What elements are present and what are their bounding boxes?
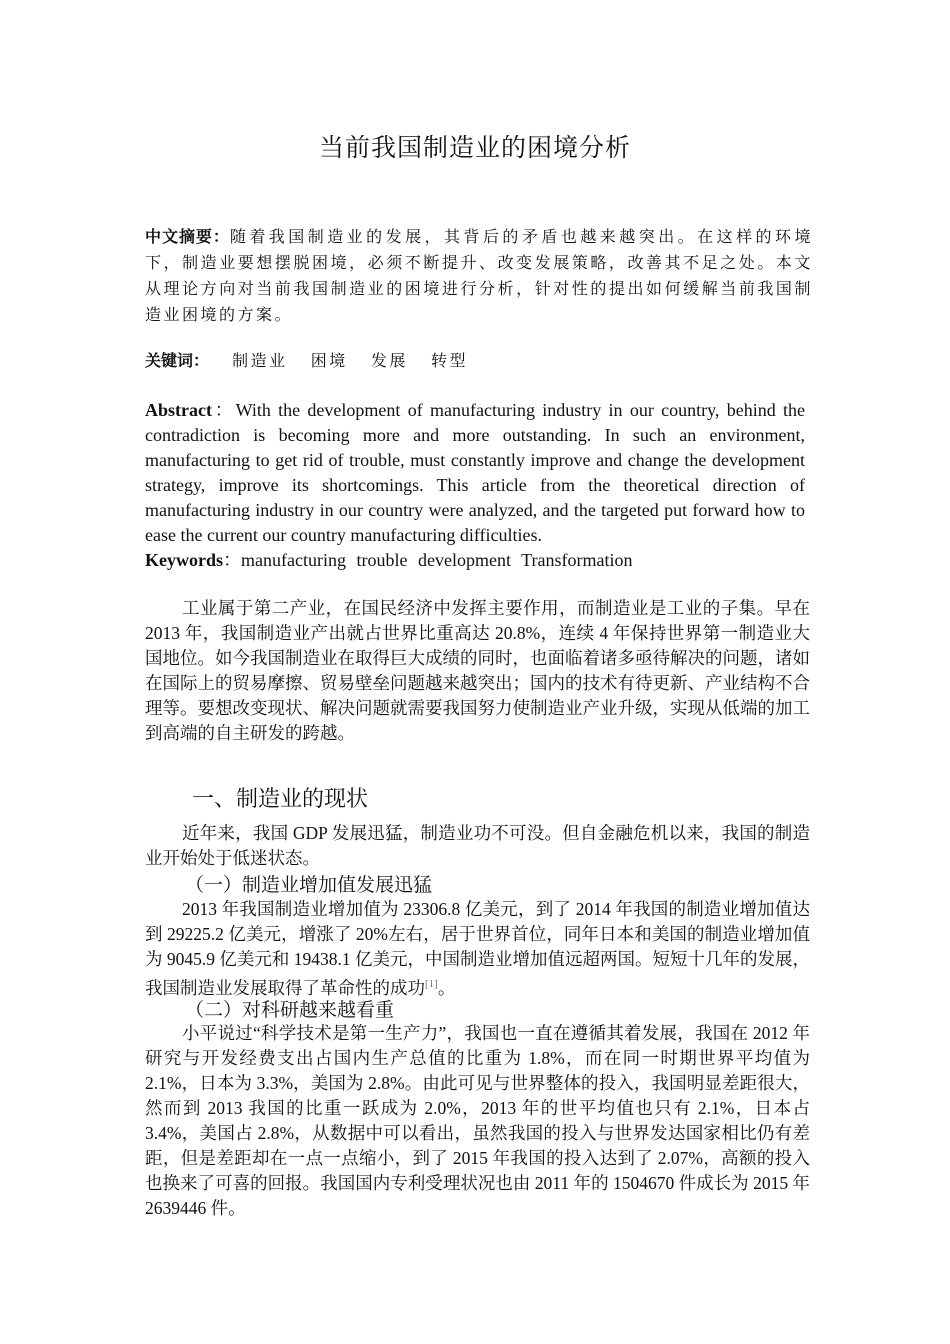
subsection-heading-1: （一）制造业增加值发展迅猛: [185, 875, 433, 896]
chinese-keyword: 发展: [370, 351, 408, 370]
chinese-keyword: 制造业: [232, 351, 288, 370]
chinese-keywords: [145, 348, 813, 374]
english-keywords: [145, 548, 805, 573]
english-keywords-label: Keywords: [145, 550, 223, 570]
intro-paragraph: 工业属于第二产业，在国民经济中发挥主要作用，而制造业是工业的子集。早在 2013 年，我国制造业产出就占世界比重高达 20.8%，连续 4 年保持世界第一制造业大国地位。如今我国制造业在取得巨大成绩的同时，也面临着诸多亟待解决的问题，诸如在国际上的贸易摩擦、贸易壁垒问题越来越突出；国内的技术有待更新、产业结构不合理等。要想改变现状、解决问题就需要我国努力使制造业产业升级，实现从低端的加工到高端的自主研发的跨越。: [145, 598, 810, 743]
subsection-2-paragraph: 小平说过“科学技术是第一生产力”，我国也一直在遵循其着发展，我国在 2012 年研究与开发经费支出占国内生产总值的比重为 1.8%，而在同一时期世界平均值为 2.1%，日本为 3.3%，美国为 2.8%。由此可见与世界整体的投入，我国明显差距很大，然而到 2013 我国的比重一跃成为 2.0%，2013 年的世平均值也只有 2.1%，日本占 3.4%，美国占 2.8%，从数据中可以看出，虽然我国的投入与世界发达国家相比仍有差距，但是差距却在一点一点缩小，到了 2015 年我国的投入达到了 2.07%，高额的投入也换来了可喜的回报。我国国内专利受理状况也由 2011 年的 1504670 件成长为 2015 年 2639446 件。: [145, 1023, 810, 1218]
chinese-abstract-label: 中文摘要：: [145, 227, 230, 246]
english-keyword: trouble: [356, 550, 408, 570]
subsection-1-end: 。: [437, 977, 456, 998]
chinese-keywords-label: 关键词：: [145, 351, 210, 370]
page-title: 当前我国制造业的困境分析: [318, 133, 631, 162]
chinese-keyword: 转型: [430, 351, 468, 370]
chinese-abstract: [145, 224, 813, 328]
chinese-abstract-text: 随着我国制造业的发展，其背后的矛盾也越来越突出。在这样的环境下，制造业要想摆脱困境，必须不断提升、改变发展策略，改善其不足之处。本文从理论方向对当前我国制造业的困境进行分析，针对性的提出如何缓解当前我国制造业困境的方案。: [145, 227, 813, 324]
citation-link[interactable]: [1]: [425, 978, 438, 990]
english-keywords-sep: ：: [223, 550, 241, 570]
subsection-1-text: 2013 年我国制造业增加值为 23306.8 亿美元，到了 2014 年我国的制造业增加值达到 29225.2 亿美元，增涨了 20%左右，居于世界首位，同年日本和美国的制造业增加值为 9045.9 亿美元和 19438.1 亿美元，中国制造业增加值远超两国。短短十几年的发展，我国制造业发展取得了革命性的成功: [145, 899, 810, 998]
section-heading-1: 一、制造业的现状: [192, 786, 369, 811]
chinese-keyword: 困境: [310, 351, 348, 370]
english-keyword: Transformation: [521, 550, 633, 570]
english-keyword: development: [417, 550, 511, 570]
section-1-paragraph: 近年来，我国 GDP 发展迅猛，制造业功不可没。但自金融危机以来，我国的制造业开始处于低迷状态。: [145, 823, 810, 868]
english-abstract-text: With the development of manufacturing industry in our country, behind the contradiction is becoming more and more outstanding. In such an environment, manufacturing to get rid of trouble, must constantly improve and change the development strategy, improve its shortcomings. This article from the theoretical direction of manufacturing industry in our country were analyzed, and the targeted put forward how to ease the current our country manufacturing difficulties.: [145, 400, 805, 545]
subsection-1-paragraph: [145, 897, 810, 1001]
subsection-heading-2: （二）对科研越来越看重: [185, 1000, 395, 1021]
english-abstract: [145, 398, 805, 548]
english-abstract-label: Abstract: [145, 400, 212, 420]
english-keyword: manufacturing: [241, 550, 346, 570]
english-abstract-sep: ：: [211, 400, 236, 420]
